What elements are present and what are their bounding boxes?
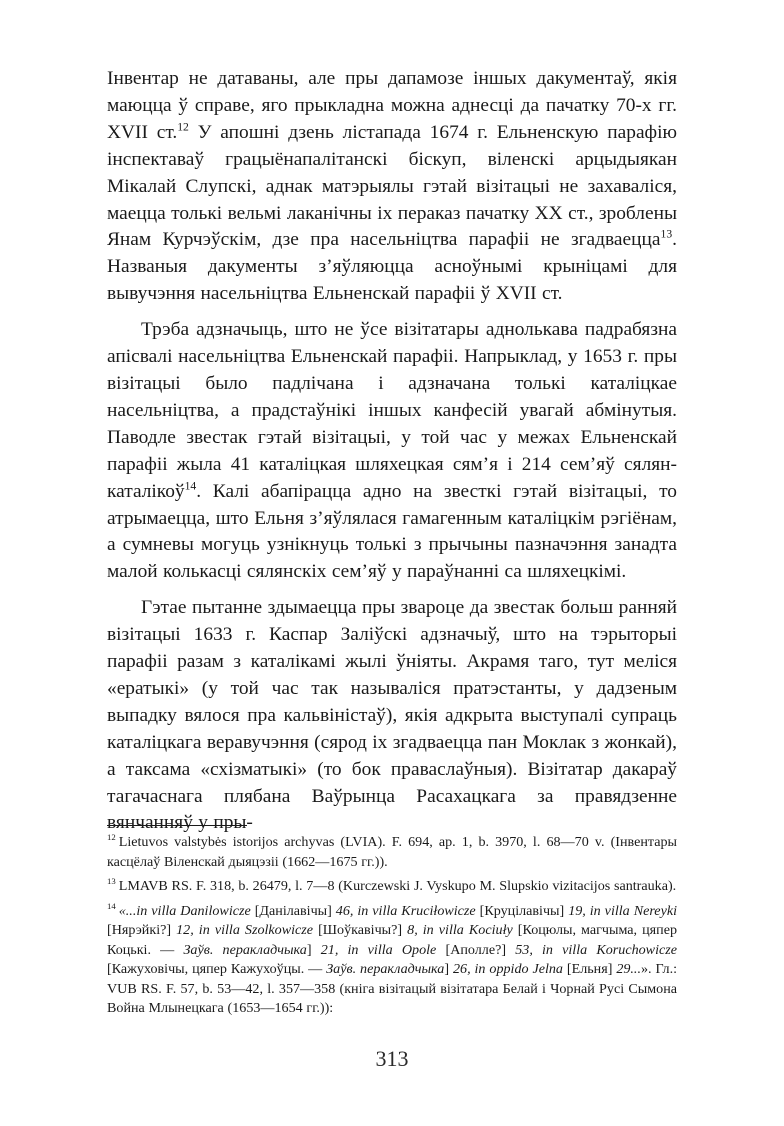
paragraph-1	[107, 66, 677, 308]
text-run: . Калі абапірацца адно на звесткі гэтай візітацыі, то атрымаецца, што Ельня з’яўлялася гамагенным каталіцкім рэгіёнам, а сумневы могуць узнікнуць толькі з прычыны пазначэння занадта малой колькасці сялянскіх сем’яў у параўнанні са шляхецкімі.	[107, 480, 677, 583]
text-run-italic: 26, in oppido Jelna	[452, 961, 563, 977]
footnote-ref-12[interactable]: 12	[177, 120, 189, 134]
footnotes	[107, 833, 677, 1024]
text-run-italic: Заўв. перакладчыка	[183, 941, 307, 958]
footnote-number: 13	[107, 876, 116, 887]
text-run-italic: Заўв. перакладчыка	[326, 961, 445, 977]
text-run-italic: 53, in villa Koruchowicze	[515, 941, 677, 958]
text-run-italic: 12, in villa Szolkowicze	[176, 922, 314, 938]
text-run: [Аполле?]	[436, 941, 516, 958]
text-run: Lietuvos valstybės istorijos archyvas (LVIA). F. 694, ap. 1, b. 3970, l. 68—70 v. (Інвентары касцёлаў Віленскай дыяцэзіі (1662—1675 гг.)).	[107, 834, 677, 870]
footnote-ref-13[interactable]: 13	[660, 227, 673, 241]
text-run-italic: 21, in villa Opole	[320, 941, 437, 958]
text-run: [Кажуховічы, цяпер Кажухоўцы. —	[107, 961, 327, 977]
text-run: ». Гл.: VUB RS. F. 57, b. 53—42, l. 357—358 (кніга візітацый візітатара Белай і Чорнай Русі Сымона Война Млынецкага (1653—1654 гг.)):	[107, 961, 678, 1016]
text-run-italic: 19, in villa Nereyki	[568, 902, 677, 919]
footnote-number: 12	[107, 832, 116, 843]
footnote-13	[107, 877, 677, 897]
footnote-number: 14	[107, 900, 116, 911]
text-run: ]	[444, 961, 453, 977]
text-run: [Данілавічы]	[250, 902, 336, 919]
main-text	[107, 66, 677, 837]
text-run: [Коцюлы, магчыма, цяпер Коцькі. —	[107, 922, 677, 958]
text-run: ]	[306, 941, 321, 958]
text-run-italic: 29...	[616, 961, 641, 977]
text-run: [Нярэйкі?]	[107, 922, 177, 938]
text-run-italic: 8, in villa Kociuły	[407, 922, 513, 938]
text-run: Гэтае пытанне здымаецца пры звароце да звестак больш ранняй візітацыі 1633 г. Каспар Заліўскі адзначыў, што на тэрыторыі парафіі разам з каталікамі жылі ўніяты. Акрамя таго, тут меліся «ератыкі» (у той час так называліся пратэстанты, у дадзеным выпадку вялося пра кальвіністаў), якія адкрыта выступалі супраць каталіцкага веравучэння (сярод іх згадваецца пан Моклак з жонкай), а таксама «схізматыкі» (то бок праваслаўныя). Візітатар дакараў тагачаснага плябана Ваўрынца Расахацкага за правядзенне вянчанняў у пры-	[107, 597, 677, 834]
footnote-ref-14[interactable]: 14	[184, 479, 197, 493]
text-run: LMAVB RS. F. 318, b. 26479, l. 7—8 (Kurczewski J. Vyskupo M. Slupskio vizitacijos santrauka).	[118, 878, 677, 894]
text-run: [Шоўкавічы?]	[313, 922, 408, 938]
text-run-italic: «...in villa Danilowicze	[118, 902, 251, 919]
text-run: [Круцілавічы]	[475, 902, 569, 919]
text-run: [Ельня]	[562, 961, 617, 977]
footnote-separator	[107, 825, 247, 826]
footnote-12	[107, 833, 677, 872]
page-number: 313	[375, 1046, 409, 1071]
text-run: Трэба адзначыць, што не ўсе візітатары аднолькава падрабязна апісвалі насельніцтва Ельненскай парафіі. Напрыклад, у 1653 г. пры візітацыі было падлічана і адзначана толькі каталіцкае насельніцтва, а прадстаўнікі іншых канфесій увагай абмінутыя. Паводле звестак гэтай візітацыі, у той час у межах Ельненскай парафіі жыла 41 каталіцкая шляхецкая сям’я і 214 сем’яў сялян-каталікоў	[107, 319, 677, 502]
paragraph-2	[107, 317, 677, 586]
text-run: . Названыя дакументы з’яўляюцца асноўнымі крыніцамі для вывучэння насельніцтва Ельненскай парафіі ў XVII ст.	[107, 229, 677, 305]
text-run-italic: 46, in villa Kruciłowicze	[335, 902, 476, 919]
text-run: У апошні дзень лістапада 1674 г. Ельненскую парафію інспектаваў грацыёнапалітанскі біскуп, віленскі арцыдыякан Мікалай Слупскі, аднак матэрыялы гэтай візітацыі не захаваліся, маецца толькі вельмі лаканічны іх пераказ пачатку XX ст., зроблены Янам Курчэўскім, дзе пра насельніцтва парафіі не згадваецца	[107, 121, 677, 251]
text-run: Інвентар не датаваны, але пры дапамозе іншых дакументаў, якія маюцца ў справе, яго прыкладна можна аднесці да пачатку 70-х гг. XVII ст.	[107, 68, 677, 143]
paragraph-3	[107, 595, 677, 837]
footnote-14	[107, 902, 677, 1019]
page-body	[107, 66, 678, 1071]
